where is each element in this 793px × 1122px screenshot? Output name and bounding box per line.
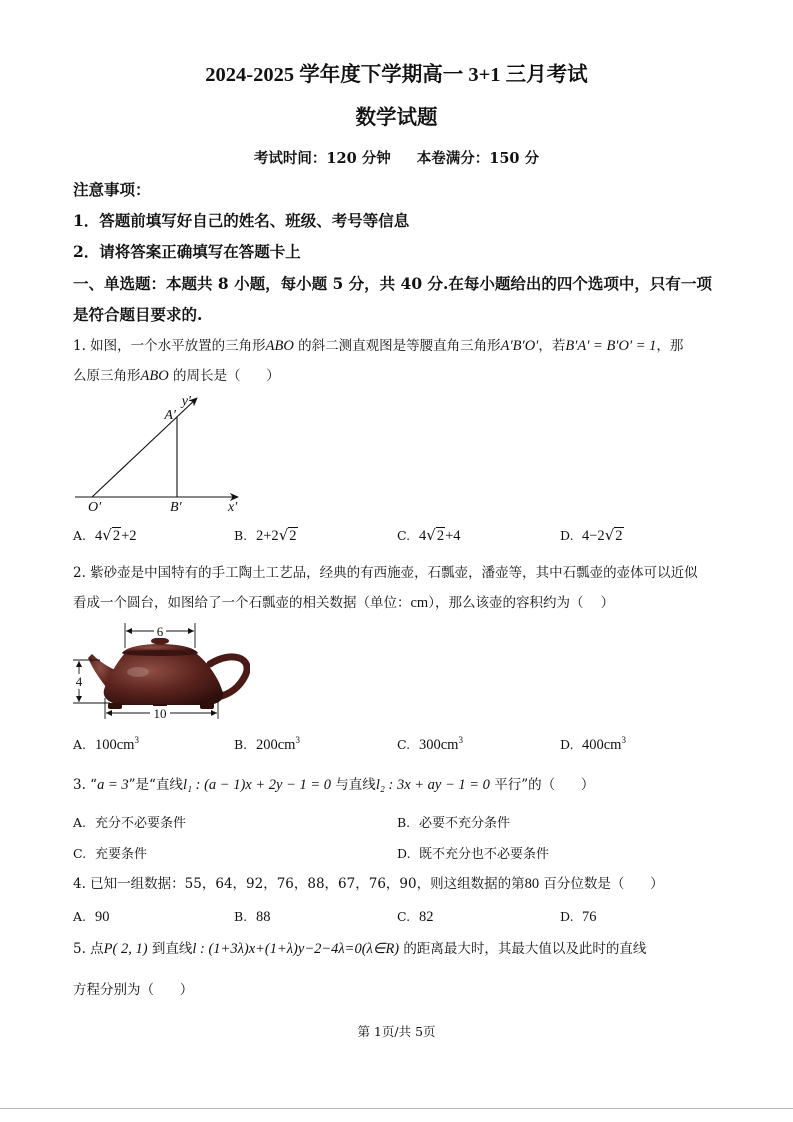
option-letter: A.: [73, 528, 87, 543]
q1-option-a: [73, 525, 137, 545]
option-term: 4: [95, 528, 103, 544]
option-value: 200cm: [256, 737, 296, 753]
q4-text: 百分位数是（ ）: [539, 876, 664, 892]
q3-option-c: [73, 844, 147, 864]
radicand: 2: [436, 528, 445, 544]
notice-heading: 注意事项：: [73, 180, 151, 199]
q3-option-d: [397, 844, 549, 864]
radical-sign: √: [278, 526, 289, 544]
option-letter: A.: [73, 737, 87, 752]
q1-math: B′A′ = B′O′ = 1: [565, 338, 657, 354]
option-term: 2+2: [256, 528, 279, 544]
page-footer: 第 1页/共 5页: [357, 1024, 436, 1039]
option-text: 90: [95, 909, 110, 925]
option-letter: D.: [560, 909, 574, 924]
q1-text: ，若: [538, 338, 566, 354]
q1-oblique-figure: [70, 390, 245, 515]
option-letter: B.: [234, 528, 248, 543]
option-text: 必要不充分条件: [419, 816, 511, 831]
option-term: 4: [419, 528, 427, 544]
option-exponent: 3: [134, 735, 139, 745]
page-bottom-rule: [0, 1108, 793, 1109]
q3-math: l₁ : (a − 1)x + 2y − 1 = 0: [182, 777, 332, 793]
q3-math: l₂ : 3x + ay − 1 = 0: [375, 777, 490, 793]
teapot-foot: [108, 703, 122, 709]
notice-item-1: 1．答题前填写好自己的姓名、班级、考号等信息: [73, 211, 410, 230]
exam-subject-title: 数学试题: [355, 107, 438, 129]
q4-text: 4. 已知一组数据：55，64，92，76，88，67，76，90，则这组数据的第: [73, 876, 525, 892]
section-heading-line-1: 一、单选题：本题共 8 小题，每小题 5 分，共 40 分.在每小题给出的四个选项中，只有一项: [73, 274, 712, 293]
q5-math: l : (1+3λ)x+(1+λ)y−2−4λ=0(λ∈R): [192, 941, 400, 957]
option-letter: A.: [73, 815, 87, 830]
q4-math: 80: [524, 876, 540, 892]
q2-stem-line-2: [73, 593, 614, 613]
q1-math: ABO: [265, 338, 294, 354]
q1-text: 的斜二测直观图是等腰直角三角形: [293, 338, 501, 354]
q5-text: 方程分别为（ ）: [73, 982, 194, 998]
radicand: 2: [615, 528, 623, 544]
q1-text: ，那: [656, 338, 684, 354]
label-x-axis: x′: [228, 500, 238, 515]
option-letter: D.: [560, 737, 574, 752]
q4-option-b: [234, 907, 271, 927]
option-value: 100cm: [95, 737, 135, 753]
dim-bottom-label: 10: [153, 706, 167, 721]
radicand: 2: [112, 528, 121, 544]
q5-text: 5. 点: [73, 941, 104, 957]
option-letter: D.: [397, 846, 411, 861]
q3-stem-line-1: [73, 775, 594, 795]
option-exponent: 3: [458, 735, 463, 745]
q4-option-c: [397, 907, 434, 927]
option-text: 充分不必要条件: [95, 816, 187, 831]
option-letter: C.: [397, 528, 411, 543]
option-term: +4: [445, 528, 461, 544]
option-text: 既不充分也不必要条件: [419, 847, 550, 862]
option-text: 76: [582, 909, 597, 925]
q3-text: ”是“直线: [128, 777, 183, 793]
q1-math: A′B′O′: [500, 338, 539, 354]
option-letter: B.: [234, 909, 248, 924]
option-exponent: 3: [295, 735, 300, 745]
section-heading-line-2: 是符合题目要求的.: [73, 305, 203, 324]
option-value: 400cm: [582, 737, 622, 753]
full-score: 本卷满分：150 分: [416, 150, 540, 167]
label-y-axis: y′: [181, 394, 191, 409]
q3-option-b: [397, 813, 510, 833]
q2-option-b: [234, 730, 300, 753]
option-letter: B.: [234, 737, 248, 752]
q2-option-c: [397, 730, 463, 753]
label-o: O′: [88, 500, 102, 515]
q4-stem-line-1: [73, 874, 664, 894]
option-letter: D.: [560, 528, 574, 543]
dim-top-label: 6: [156, 624, 164, 639]
q2-option-d: [560, 730, 626, 753]
q5-stem-line-1: [73, 939, 646, 959]
radical-sign: √: [426, 526, 436, 544]
q2-stem-line-1: [73, 563, 698, 583]
option-text: 充要条件: [95, 847, 148, 862]
q1-stem-line-1: [73, 336, 683, 356]
option-text: 82: [419, 909, 434, 925]
exam-time: 考试时间：120 分钟: [253, 150, 391, 167]
q1-option-b: [234, 525, 298, 545]
dim-left-label: 4: [75, 674, 83, 689]
q2-text: ），那么该壶的容积约为（ ）: [428, 595, 615, 611]
radical-sign: √: [102, 526, 112, 544]
q1-text: 1. 如图，一个水平放置的三角形: [73, 338, 266, 354]
q1-option-d: [560, 525, 624, 545]
notice-item-2: 2．请将答案正确填写在答题卡上: [73, 242, 301, 261]
q3-math: a = 3: [97, 777, 129, 793]
teapot-lid-rim: [122, 650, 198, 656]
option-exponent: 3: [621, 735, 626, 745]
radical-sign: √: [604, 526, 615, 544]
option-letter: A.: [73, 909, 87, 924]
teapot-foot: [200, 703, 214, 709]
option-letter: C.: [397, 909, 411, 924]
teapot-body: [104, 652, 224, 705]
q1-stem-line-2: [73, 366, 280, 386]
radicand: 2: [289, 528, 297, 544]
q2-teapot-figure: [70, 618, 250, 726]
q4-option-d: [560, 907, 597, 927]
q1-math: ABO: [140, 368, 169, 384]
y-axis: [92, 398, 197, 497]
option-value: 300cm: [419, 737, 459, 753]
exam-title: 2024-2025 学年度下学期高一 3+1 三月考试: [205, 64, 588, 86]
q1-option-c: [397, 525, 461, 545]
teapot-highlight: [127, 667, 149, 677]
option-letter: B.: [397, 815, 411, 830]
q1-text: 的周长是（ ）: [168, 368, 280, 384]
exam-info: [0, 149, 793, 169]
q5-text: 的距离最大时，其最大值以及此时的直线: [399, 941, 647, 957]
option-letter: C.: [73, 846, 87, 861]
option-term: 4−2: [582, 528, 605, 544]
q4-option-a: [73, 907, 110, 927]
q3-text: 平行”的（ ）: [489, 777, 595, 793]
option-letter: C.: [397, 737, 411, 752]
q3-text: 3. “: [73, 777, 98, 793]
q5-math: P( 2, 1): [103, 941, 148, 957]
option-term: +2: [121, 528, 137, 544]
q5-text: 到直线: [147, 941, 193, 957]
q2-text: 看成一个圆台，如图给了一个石瓢壶的相关数据（单位：: [73, 595, 411, 611]
q2-unit: cm: [410, 595, 429, 611]
q1-text: 么原三角形: [73, 368, 141, 384]
label-b: B′: [170, 500, 182, 515]
q3-text: 与直线: [331, 777, 376, 793]
label-a: A′: [164, 408, 176, 423]
option-text: 88: [256, 909, 271, 925]
q3-option-a: [73, 813, 186, 833]
q5-stem-line-2: [73, 980, 193, 1000]
q2-option-a: [73, 730, 139, 753]
q2-text: 2. 紫砂壶是中国特有的手工陶土工艺品，经典的有西施壶，石瓢壶，潘壶等，其中石瓢壶的壶体可以近似: [73, 565, 698, 581]
